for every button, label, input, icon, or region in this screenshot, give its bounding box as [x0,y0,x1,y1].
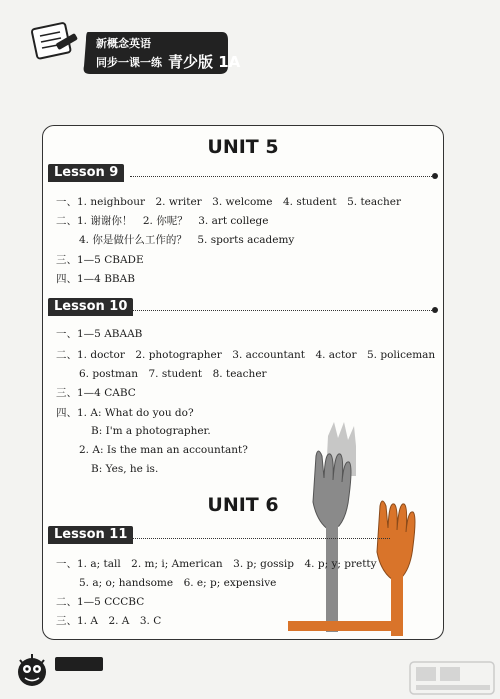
answer-line: 4. 你是做什么工作的？ 5. sports academy [79,234,295,246]
lesson-header [48,164,438,182]
answer-line: 四、1. A: What do you do? [56,407,194,419]
page-number-bar [55,657,103,671]
answer-line: 6. postman 7. student 8. teacher [79,368,267,380]
answer-card [42,125,444,640]
answer-line: 2. A: Is the man an accountant? [79,444,248,456]
answer-line: 二、1. doctor 2. photographer 3. accountant 4. actor 5. policeman [56,349,436,361]
answer-line: 一、1—5 ABAAB [56,328,143,340]
answer-line: 一、1. neighbour 2. writer 3. welcome 4. student 5. teacher [56,196,402,208]
brand-banner [80,30,241,76]
brand-series: 青少版 1A [168,53,241,71]
answer-line: 二、1—5 CCCBC [56,596,145,608]
lesson-label: Lesson 11 [48,526,133,544]
lesson-label: Lesson 9 [48,164,124,182]
unit-title: UNIT 6 [207,494,279,516]
divider-end-dot [432,173,438,179]
answer-line: B: Yes, he is. [91,463,159,475]
pencil-notebook-icon [30,20,80,68]
answer-line: 三、1—4 CABC [56,387,136,399]
unit-title: UNIT 5 [207,136,279,158]
dotted-divider [130,538,390,539]
book-header [30,20,241,80]
answer-line: 三、1—5 CBADE [56,254,144,266]
answer-line: 一、1. a; tall 2. m; i; American 3. p; gossip 4. p; y; pretty [56,558,377,570]
answer-line: B: I'm a photographer. [91,425,211,437]
lesson-label: Lesson 10 [48,298,133,316]
answer-line: 三、1. A 2. A 3. C [56,615,162,627]
lesson-header [48,298,438,316]
brand-title: 新概念英语 [96,37,151,50]
lesson-header [48,526,438,544]
watermark-logo-icon [408,660,496,696]
cartoon-mascot-icon [12,650,52,690]
answer-line: 四、1—4 BBAB [56,273,135,285]
brand-subtitle: 同步一课一练 [96,56,162,69]
dotted-divider [130,176,432,177]
answer-line: 二、1. 谢谢你！ 2. 你呢？ 3. art college [56,215,269,227]
answer-line: 5. a; o; handsome 6. e; p; expensive [79,577,277,589]
divider-end-dot [432,307,438,313]
dotted-divider [130,310,432,311]
